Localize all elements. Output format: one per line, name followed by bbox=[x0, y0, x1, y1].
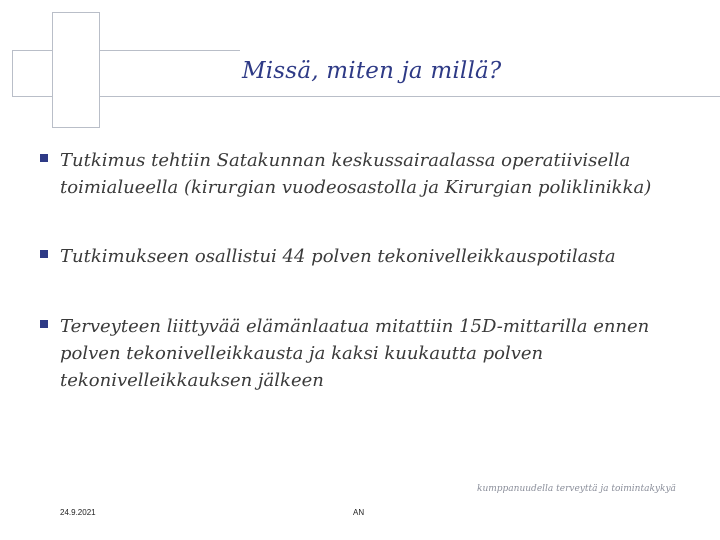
bullet-text: Tutkimukseen osallistui 44 polven tekonivelleikkauspotilasta bbox=[60, 246, 616, 267]
title-underline bbox=[100, 96, 720, 97]
cross-bottom-edge bbox=[52, 127, 100, 128]
bullet-item bbox=[40, 313, 690, 394]
cross-top-edge bbox=[52, 12, 100, 13]
cross-vertical-right bbox=[99, 12, 100, 128]
cross-horizontal-bottom bbox=[12, 96, 52, 97]
bullet-square-icon bbox=[40, 250, 48, 258]
cross-left-edge bbox=[12, 50, 13, 97]
bullet-item bbox=[40, 243, 690, 270]
cross-horizontal-right-top bbox=[100, 50, 240, 51]
bullet-text: Terveyteen liittyvää elämänlaatua mitattiin 15D-mittarilla ennen polven tekonivelleikkausta ja kaksi kuukautta polven tekonivelleikkauksen jälkeen bbox=[60, 316, 650, 391]
bullet-square-icon bbox=[40, 154, 48, 162]
bullet-text: Tutkimus tehtiin Satakunnan keskussairaalassa operatiivisella toimialueella (kirurgian vuodeosastolla ja Kirurgian poliklinikka) bbox=[60, 150, 652, 198]
bullet-item bbox=[40, 147, 690, 201]
slide-title: Missä, miten ja millä? bbox=[242, 58, 502, 84]
footer-author: AN bbox=[353, 508, 365, 517]
bullet-square-icon bbox=[40, 320, 48, 328]
cross-vertical-left bbox=[52, 12, 53, 128]
cross-horizontal-top bbox=[12, 50, 52, 51]
footer-tagline: kumppanuudella terveyttä ja toimintakykyä bbox=[477, 484, 676, 494]
footer-date: 24.9.2021 bbox=[60, 508, 96, 517]
